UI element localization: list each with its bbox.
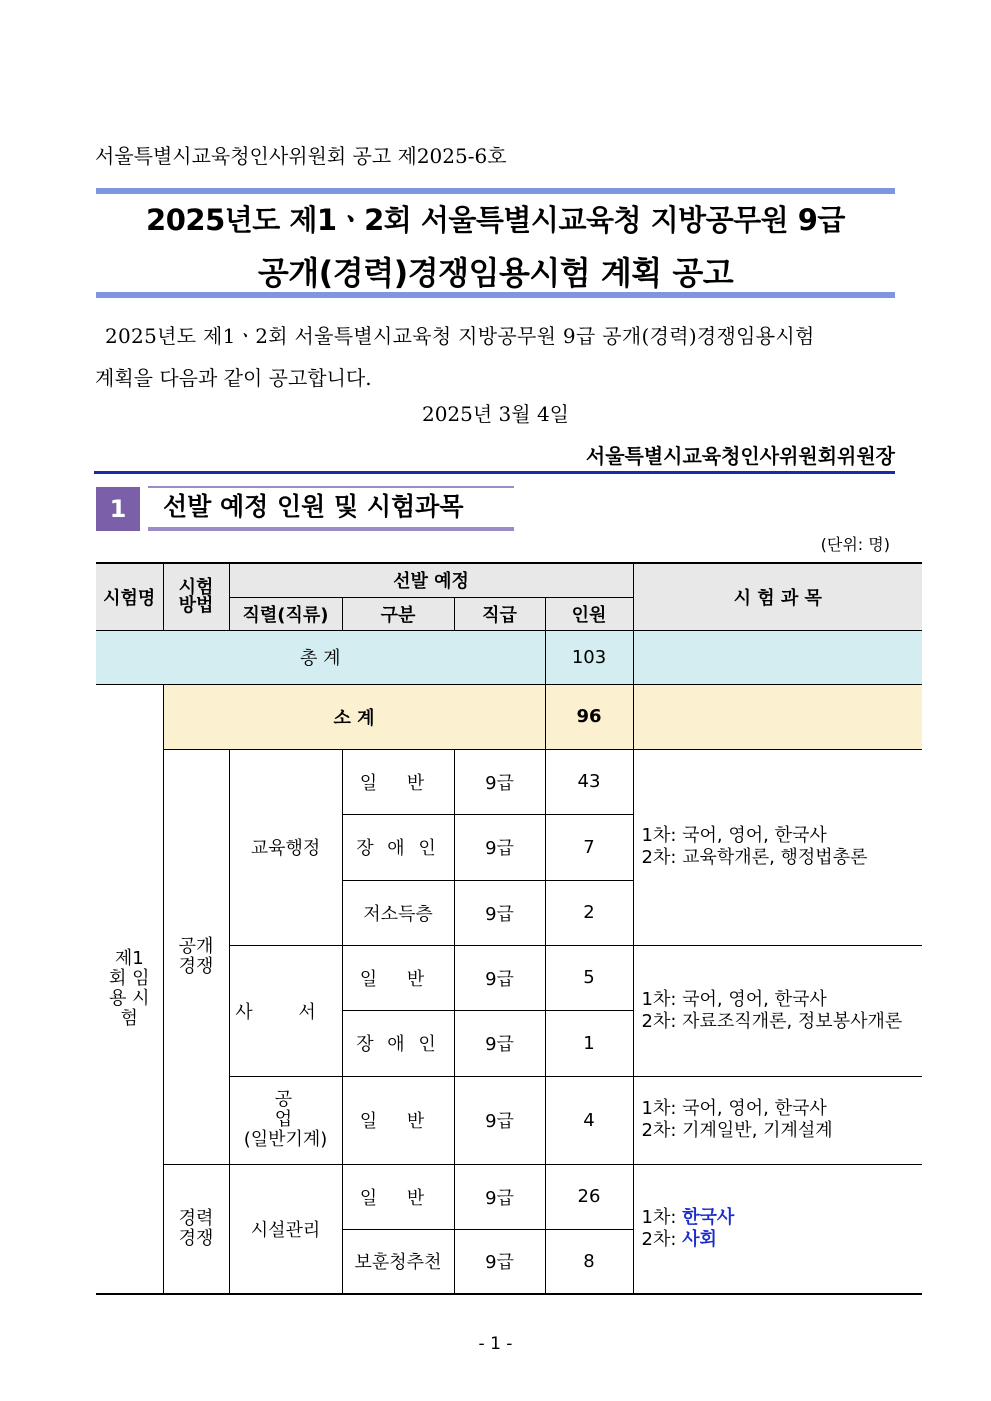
series-industrial: 공 업 (일반기계) xyxy=(229,1076,342,1164)
series-edu-admin: 교육행정 xyxy=(229,749,342,945)
count-cell: 8 xyxy=(545,1229,633,1294)
method-career-competition: 경력 경쟁 xyxy=(163,1164,229,1294)
count-cell: 1 xyxy=(545,1010,633,1076)
total-label: 총 계 xyxy=(96,630,545,684)
total-count: 103 xyxy=(545,630,633,684)
header-category: 구분 xyxy=(342,597,454,630)
header-count: 인원 xyxy=(545,597,633,630)
category-cell: 일 반 xyxy=(342,1076,454,1164)
section-title: 선발 예정 인원 및 시험과목 xyxy=(163,492,464,521)
section-title-underline xyxy=(148,527,514,531)
count-cell: 4 xyxy=(545,1076,633,1164)
header-grade: 직급 xyxy=(454,597,545,630)
category-cell: 보훈청추천 xyxy=(342,1229,454,1294)
header-job-series: 직렬(직류) xyxy=(229,597,342,630)
subjects-facility: 1차: 한국사 2차: 사회 xyxy=(633,1164,922,1294)
grade-cell: 9급 xyxy=(454,1010,545,1076)
page-number: - 1 - xyxy=(478,1334,513,1354)
subjects-librarian: 1차: 국어, 영어, 한국사 2차: 자료조직개론, 정보봉사개론 xyxy=(633,945,922,1076)
unit-note: (단위: 명) xyxy=(820,535,890,554)
subjects-industrial: 1차: 국어, 영어, 한국사 2차: 기계일반, 기계설계 xyxy=(633,1076,922,1164)
count-cell: 2 xyxy=(545,880,633,945)
grade-cell: 9급 xyxy=(454,880,545,945)
count-cell: 7 xyxy=(545,814,633,880)
header-subjects: 시 험 과 목 xyxy=(633,563,922,630)
series-librarian: 사 서 xyxy=(229,945,342,1076)
intro-line1: 2025년도 제1ㆍ2회 서울특별시교육청 지방공무원 9급 공개(경력)경쟁임용시험 xyxy=(105,324,815,348)
header-selection-plan: 선발 예정 xyxy=(229,563,633,597)
subtotal-label: 소 계 xyxy=(163,684,545,749)
page-title-line2: 공개(경력)경쟁임용시험 계획 공고 xyxy=(257,254,734,292)
total-subjects-empty xyxy=(633,630,922,684)
page-title-line1: 2025년도 제1ㆍ2회 서울특별시교육청 지방공무원 9급 xyxy=(146,203,845,237)
grade-cell: 9급 xyxy=(454,1164,545,1229)
count-cell: 43 xyxy=(545,749,633,814)
category-cell: 장 애 인 xyxy=(342,814,454,880)
category-cell: 일 반 xyxy=(342,945,454,1010)
announcement-date: 2025년 3월 4일 xyxy=(421,402,570,426)
header-divider xyxy=(94,471,895,474)
category-cell: 장 애 인 xyxy=(342,1010,454,1076)
section-number-badge: 1 xyxy=(96,487,140,531)
count-cell: 26 xyxy=(545,1164,633,1229)
subtotal-count: 96 xyxy=(545,684,633,749)
category-cell: 일 반 xyxy=(342,749,454,814)
subtotal-subjects-empty xyxy=(633,684,922,749)
notice-number: 서울특별시교육청인사위원회 공고 제2025-6호 xyxy=(95,144,507,168)
grade-cell: 9급 xyxy=(454,814,545,880)
series-facility: 시설관리 xyxy=(229,1164,342,1294)
signer: 서울특별시교육청인사위원회위원장 xyxy=(585,444,895,468)
selection-plan-table xyxy=(96,562,922,1295)
category-cell: 저소득층 xyxy=(342,880,454,945)
grade-cell: 9급 xyxy=(454,749,545,814)
subjects-edu-admin: 1차: 국어, 영어, 한국사 2차: 교육학개론, 행정법총론 xyxy=(633,749,922,945)
title-top-rule xyxy=(96,188,895,194)
method-open-competition: 공개 경쟁 xyxy=(163,749,229,1164)
intro-line2: 계획을 다음과 같이 공고합니다. xyxy=(95,366,372,390)
grade-cell: 9급 xyxy=(454,1076,545,1164)
category-cell: 일 반 xyxy=(342,1164,454,1229)
exam-round-label: 제1회 임용 시험 xyxy=(96,684,163,1294)
title-bottom-rule xyxy=(96,292,895,298)
count-cell: 5 xyxy=(545,945,633,1010)
header-exam-method: 시험 방법 xyxy=(163,563,229,630)
grade-cell: 9급 xyxy=(454,1229,545,1294)
header-exam-name: 시험명 xyxy=(96,563,163,630)
grade-cell: 9급 xyxy=(454,945,545,1010)
